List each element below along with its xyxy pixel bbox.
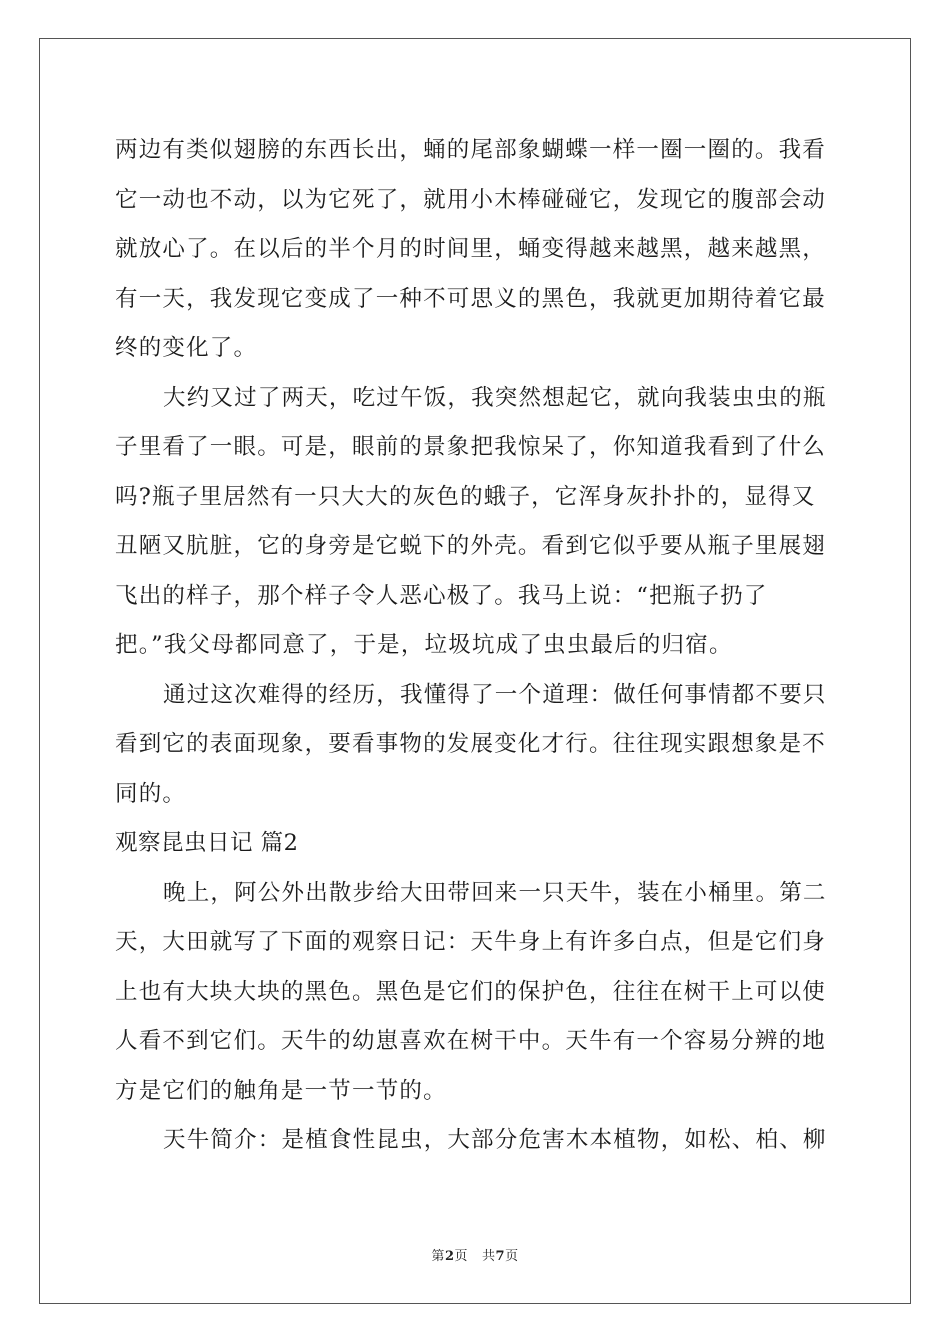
document-body	[115, 126, 835, 1166]
text-line: 人看不到它们。天牛的幼崽喜欢在树干中。天牛有一个容易分辨的地	[115, 1028, 827, 1054]
text-line: 把。”我父母都同意了，于是，垃圾坑成了虫虫最后的归宿。	[115, 632, 733, 658]
paragraph-start-line: 通过这次难得的经历，我懂得了一个道理：做任何事情都不要只	[163, 681, 827, 708]
total-pages: 7	[495, 1249, 506, 1264]
paragraph-start-line: 天牛简介：是植食性昆虫，大部分危害木本植物，如松、柏、柳	[163, 1127, 827, 1153]
paragraph-start-line: 大约又过了两天，吃过午饭，我突然想起它，就向我装虫虫的瓶	[163, 384, 827, 411]
text-line: 看到它的表面现象，要看事物的发展变化才行。往往现实跟想象是不	[115, 731, 827, 757]
text-line: 子里看了一眼。可是，眼前的景象把我惊呆了，你知道我看到了什么	[115, 434, 827, 460]
paragraph-start-line: 晚上，阿公外出散步给大田带回来一只天牛，装在小桶里。第二	[163, 879, 827, 906]
text-line: 丑陋又肮脏，它的身旁是它蜕下的外壳。看到它似乎要从瓶子里展翅	[115, 533, 827, 559]
text-line: 就放心了。在以后的半个月的时间里，蛹变得越来越黑，越来越黑，	[115, 236, 827, 262]
text-line: 吗?瓶子里居然有一只大大的灰色的蛾子，它浑身灰扑扑的，显得又	[115, 483, 816, 510]
section-heading: 观察昆虫日记 篇2	[115, 830, 299, 856]
text-line: 它一动也不动，以为它死了，就用小木棒碰碰它，发现它的腹部会动	[115, 186, 827, 213]
total-label-prefix: 共	[482, 1249, 496, 1264]
page-label-suffix: 页	[454, 1249, 468, 1264]
total-label-suffix: 页	[505, 1249, 519, 1264]
text-line: 飞出的样子，那个样子令人恶心极了。我马上说：“把瓶子扔了	[115, 582, 768, 609]
page-number: 2	[444, 1249, 455, 1264]
page-footer	[0, 1245, 950, 1264]
text-line: 方是它们的触角是一节一节的。	[115, 1077, 447, 1104]
text-line: 天，大田就写了下面的观察日记：天牛身上有许多白点，但是它们身	[115, 929, 827, 955]
text-line: 终的变化了。	[115, 335, 258, 361]
text-line: 上也有大块大块的黑色。黑色是它们的保护色，往往在树干上可以使	[115, 978, 827, 1005]
text-line: 两边有类似翅膀的东西长出，蛹的尾部象蝴蝶一样一圈一圈的。我看	[115, 137, 827, 163]
text-line: 有一天，我发现它变成了一种不可思义的黑色，我就更加期待着它最	[115, 285, 827, 312]
page-label-prefix: 第	[431, 1249, 445, 1264]
text-line: 同的。	[115, 780, 187, 807]
